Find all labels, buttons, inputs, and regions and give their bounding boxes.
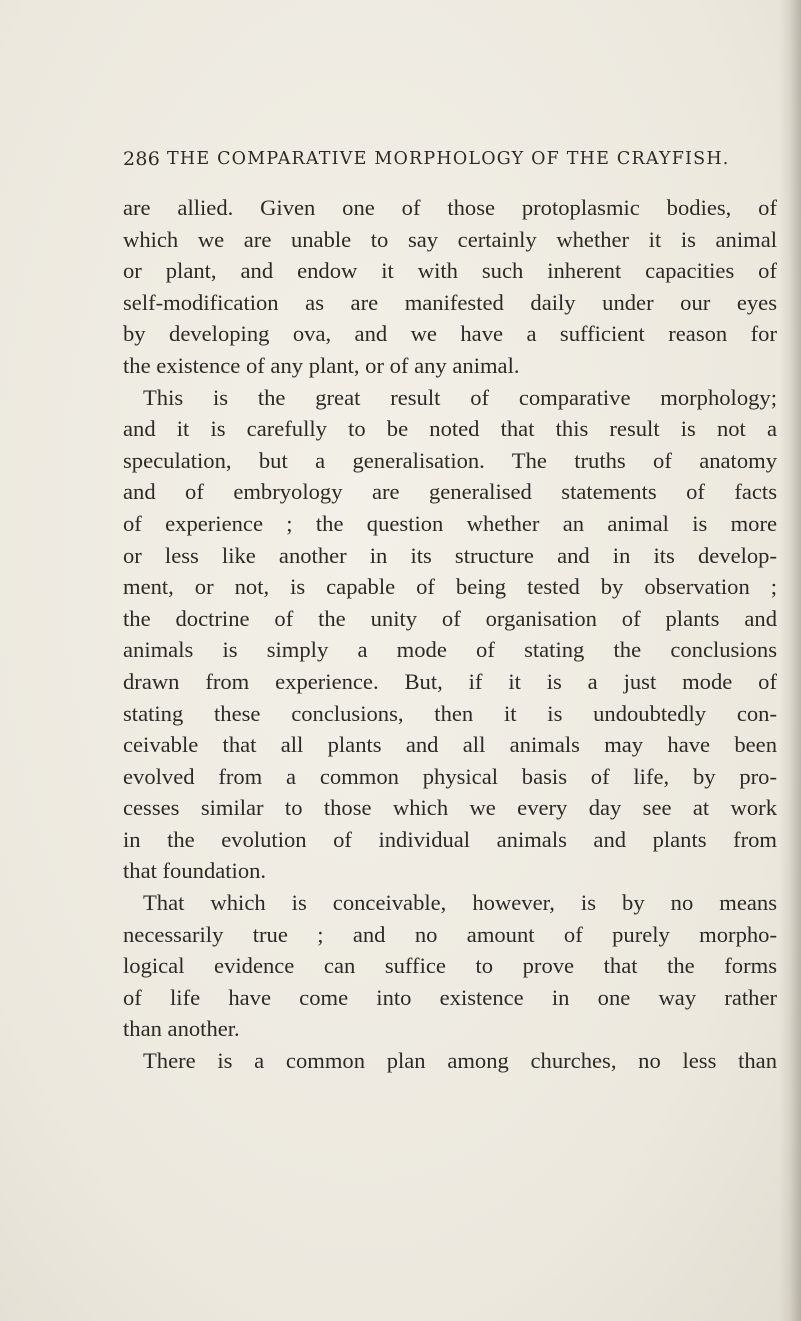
text-line: That which is conceivable, however, is by no means (143, 890, 777, 916)
text-line: ceivable that all plants and all animals may have been (123, 732, 777, 758)
text-line: or less like another in its structure and in its develop- (123, 542, 777, 568)
text-line: logical evidence can suffice to prove that the forms (123, 953, 777, 979)
text-line: which we are unable to say certainly whether it is animal (123, 226, 777, 252)
text-line: in the evolution of individual animals and plants from (123, 826, 777, 852)
text-line: self-modification as are manifested daily under our eyes (123, 289, 777, 315)
paragraph (123, 887, 777, 1045)
text-line: evolved from a common physical basis of life, by pro- (123, 763, 777, 789)
text-line: that foundation. (123, 858, 267, 884)
text-line: necessarily true ; and no amount of purely morpho- (123, 921, 777, 947)
text-line: speculation, but a generalisation. The truths of anatomy (123, 447, 777, 473)
text-line: of experience ; the question whether an animal is more (123, 510, 777, 536)
running-head-title: THE COMPARATIVE MORPHOLOGY OF THE CRAYFISH. (167, 149, 730, 169)
page-edge-shadow (779, 0, 801, 1321)
text-line: by developing ova, and we have a sufficient reason for (123, 321, 777, 347)
running-head (123, 148, 777, 176)
paragraph (123, 1045, 777, 1077)
text-line: of life have come into existence in one way rather (123, 984, 777, 1010)
text-line: drawn from experience. But, if it is a just mode of (123, 668, 777, 694)
page-number: 286 (123, 148, 161, 170)
body-text (123, 192, 777, 1077)
paragraph (123, 382, 777, 888)
text-line: than another. (123, 1016, 240, 1042)
text-line: ment, or not, is capable of being tested by observation ; (123, 574, 777, 600)
text-line: and of embryology are generalised statements of facts (123, 479, 777, 505)
text-line: There is a common plan among churches, no less than (143, 1048, 777, 1074)
text-line: stating these conclusions, then it is undoubtedly con- (123, 700, 777, 726)
text-line: the doctrine of the unity of organisation of plants and (123, 605, 777, 631)
text-line: and it is carefully to be noted that this result is not a (123, 416, 777, 442)
text-line: This is the great result of comparative morphology; (143, 384, 777, 410)
text-line: the existence of any plant, or of any animal. (123, 352, 520, 378)
text-line: or plant, and endow it with such inherent capacities of (123, 258, 777, 284)
text-line: cesses similar to those which we every day see at work (123, 795, 777, 821)
paragraph (123, 192, 777, 382)
text-line: are allied. Given one of those protoplasmic bodies, of (123, 195, 777, 220)
text-line: animals is simply a mode of stating the conclusions (123, 637, 777, 663)
